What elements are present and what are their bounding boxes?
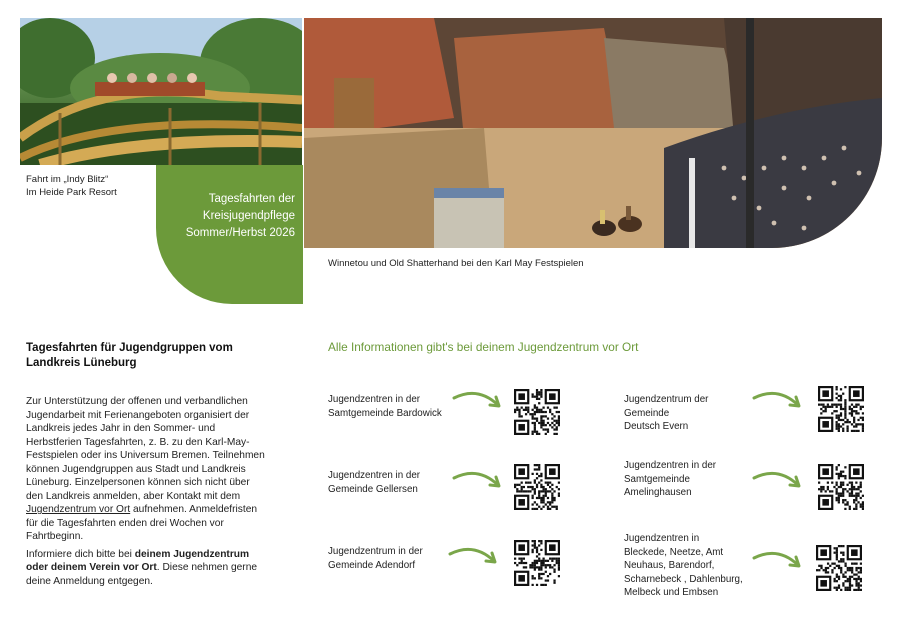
intro-paragraph-1: Zur Unterstützung der offenen und verbandlichen Jugendarbeit mit Ferienangeboten organisiert der Landkreis jedes Jahr in den Sommer- und Herbstferien Tagesfahrten, z. B. zu den Karl-May-Festspielen oder ins Universum Bremen. Teilnehmen können Jugendgruppen aus Stadt und Landkreis Lüneburg. Einzelpersonen können sich nicht über den Landkreis anmelden, aber Kontakt mit dem Jugendzentrum vor Ort aufnehmen. Anmeldefristen für die Tagesfahrten enden drei Wochen vor Fahrtbeginn. [26, 396, 265, 542]
center-bardowick: Jugendzentren in der Samtgemeinde Bardowick [328, 394, 442, 419]
arrow-icon [452, 388, 504, 414]
center-adendorf: Jugendzentrum in der Gemeinde Adendorf [328, 546, 423, 571]
center-bleckede-and-others: Jugendzentren in Bleckede, Neetze, Amt Neuhaus, Barendorf, Scharnebeck , Dahlenburg, Melbeck und Embsen [624, 533, 743, 598]
arrow-icon [752, 388, 804, 414]
info-heading: Alle Informationen gibt's bei deinem Jugendzentrum vor Ort [328, 340, 639, 354]
arrow-icon [452, 468, 504, 494]
arrow-icon [752, 468, 804, 494]
qr-code-bleckede[interactable] [816, 545, 862, 591]
qr-code-amelinghausen[interactable] [818, 464, 864, 510]
banner-title: Tagesfahrten der Kreisjugendpflege Sommer/Herbst 2026 [185, 193, 295, 239]
arena-illustration [304, 18, 882, 248]
qr-code-deutsch-evern[interactable] [818, 386, 864, 432]
banner-panel [156, 165, 303, 304]
caption-karl-may: Winnetou und Old Shatterhand bei den Karl May Festspielen [328, 258, 584, 269]
center-amelinghausen: Jugendzentren in der Samtgemeinde Amelinghausen [624, 460, 717, 498]
arrow-icon [448, 544, 500, 570]
roller-coaster-illustration [20, 18, 302, 165]
qr-code-adendorf[interactable] [514, 540, 560, 586]
qr-code-gellersen[interactable] [514, 464, 560, 510]
intro-paragraph-2: Informiere dich bitte bei deinem Jugendzentrum oder deinem Verein vor Ort. Diese nehmen gerne deine Anmeldung entgegen. [26, 548, 258, 587]
arrow-icon [752, 548, 804, 574]
photo-indy-blitz [20, 18, 302, 165]
intro-body [26, 395, 266, 588]
center-deutsch-evern: Jugendzentrum der Gemeinde Deutsch Evern [624, 394, 709, 432]
intro-heading: Tagesfahrten für Jugendgruppen vom Landkreis Lüneburg [26, 342, 233, 369]
photo-karl-may-festspiele [304, 18, 882, 248]
caption-indy-blitz: Fahrt im „Indy Blitz“ Im Heide Park Resort [26, 174, 117, 198]
center-gellersen: Jugendzentren in der Gemeinde Gellersen [328, 470, 421, 495]
jugendzentrum-link[interactable]: Jugendzentrum vor Ort [26, 504, 131, 515]
qr-code-bardowick[interactable] [514, 389, 560, 435]
